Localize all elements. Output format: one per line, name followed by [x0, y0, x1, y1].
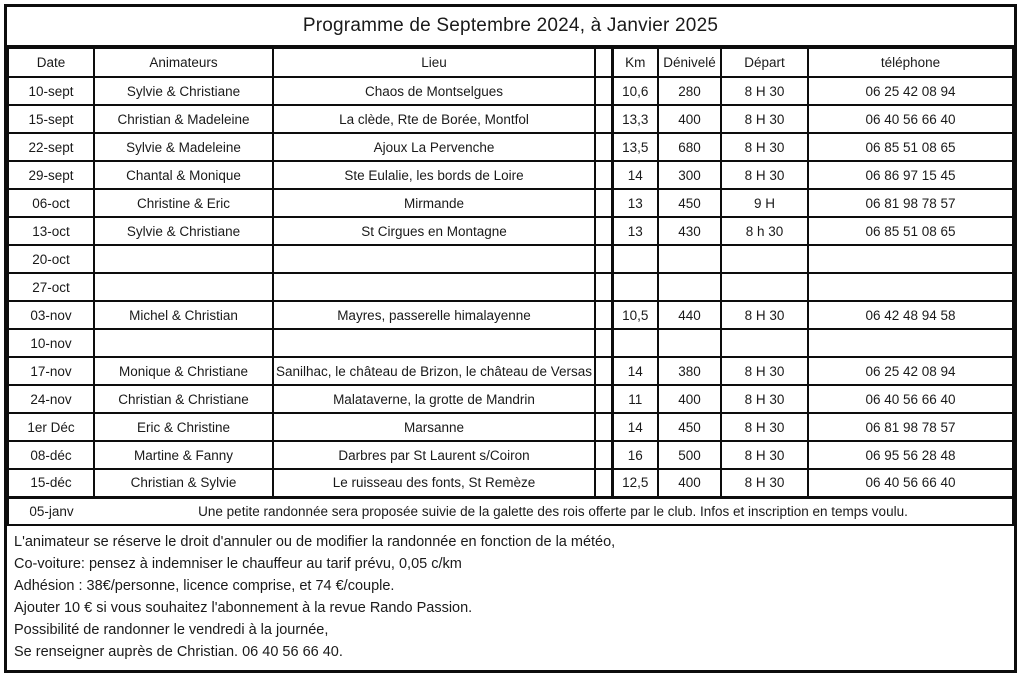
cell-km — [612, 245, 658, 273]
cell-lieu: Ste Eulalie, les bords de Loire — [273, 161, 595, 189]
cell-date: 20-oct — [8, 245, 94, 273]
cell-denivele: 400 — [658, 469, 721, 497]
table-row-galette — [8, 497, 1013, 525]
cell-animateurs — [94, 273, 273, 301]
cell-telephone: 06 95 56 28 48 — [808, 441, 1013, 469]
spacer-cell — [595, 245, 612, 273]
cell-lieu: Mayres, passerelle himalayenne — [273, 301, 595, 329]
spacer-cell — [595, 77, 612, 105]
cell-depart: 8 H 30 — [721, 77, 808, 105]
cell-km: 10,5 — [612, 301, 658, 329]
cell-telephone: 06 40 56 66 40 — [808, 469, 1013, 497]
cell-animateurs — [94, 329, 273, 357]
cell-denivele — [658, 245, 721, 273]
cell-date: 05-janv — [8, 497, 94, 525]
header-cell: Lieu — [273, 48, 595, 77]
cell-depart: 8 H 30 — [721, 441, 808, 469]
cell-date: 08-déc — [8, 441, 94, 469]
cell-km: 13 — [612, 217, 658, 245]
program-table — [7, 47, 1014, 526]
spacer-cell — [595, 273, 612, 301]
spacer-cell — [595, 357, 612, 385]
cell-denivele: 450 — [658, 413, 721, 441]
cell-telephone: 06 86 97 15 45 — [808, 161, 1013, 189]
cell-km: 12,5 — [612, 469, 658, 497]
note-line: Co-voiture: pensez à indemniser le chauffeur au tarif prévu, 0,05 c/km — [14, 556, 462, 572]
cell-date: 06-oct — [8, 189, 94, 217]
cell-km: 13 — [612, 189, 658, 217]
cell-date: 10-sept — [8, 77, 94, 105]
cell-date: 13-oct — [8, 217, 94, 245]
cell-date: 29-sept — [8, 161, 94, 189]
cell-lieu — [273, 245, 595, 273]
cell-depart: 8 H 30 — [721, 133, 808, 161]
cell-lieu: La clède, Rte de Borée, Montfol — [273, 105, 595, 133]
table-row — [8, 161, 1013, 189]
cell-animateurs: Sylvie & Christiane — [94, 77, 273, 105]
cell-animateurs: Christian & Sylvie — [94, 469, 273, 497]
cell-depart: 8 H 30 — [721, 385, 808, 413]
cell-km: 13,3 — [612, 105, 658, 133]
cell-telephone: 06 40 56 66 40 — [808, 385, 1013, 413]
cell-km: 11 — [612, 385, 658, 413]
note-line: Adhésion : 38€/personne, licence comprise, et 74 €/couple. — [14, 578, 395, 594]
cell-denivele: 400 — [658, 385, 721, 413]
cell-date: 27-oct — [8, 273, 94, 301]
spacer-cell — [595, 48, 612, 77]
cell-denivele: 400 — [658, 105, 721, 133]
note-line: Se renseigner auprès de Christian. 06 40 56 66 40. — [14, 644, 343, 660]
cell-denivele: 280 — [658, 77, 721, 105]
cell-denivele: 300 — [658, 161, 721, 189]
cell-date: 17-nov — [8, 357, 94, 385]
cell-lieu — [273, 329, 595, 357]
cell-km: 14 — [612, 413, 658, 441]
note-line: Ajouter 10 € si vous souhaitez l'abonnement à la revue Rando Passion. — [14, 600, 473, 616]
table-row — [8, 413, 1013, 441]
note-line: Possibilité de randonner le vendredi à la journée, — [14, 622, 329, 638]
cell-lieu — [273, 273, 595, 301]
cell-animateurs: Christian & Christiane — [94, 385, 273, 413]
spacer-cell — [595, 441, 612, 469]
spacer-cell — [595, 329, 612, 357]
cell-date: 1er Déc — [8, 413, 94, 441]
cell-animateurs: Michel & Christian — [94, 301, 273, 329]
header-cell: Départ — [721, 48, 808, 77]
cell-lieu: Malataverne, la grotte de Mandrin — [273, 385, 595, 413]
cell-km: 14 — [612, 357, 658, 385]
spacer-cell — [595, 301, 612, 329]
table-row — [8, 301, 1013, 329]
cell-depart: 8 h 30 — [721, 217, 808, 245]
cell-lieu: St Cirgues en Montagne — [273, 217, 595, 245]
header-cell: téléphone — [808, 48, 1013, 77]
spacer-cell — [595, 385, 612, 413]
table-row — [8, 469, 1013, 497]
cell-animateurs: Martine & Fanny — [94, 441, 273, 469]
document-sheet — [4, 4, 1017, 673]
cell-animateurs: Sylvie & Madeleine — [94, 133, 273, 161]
header-cell: Date — [8, 48, 94, 77]
cell-telephone: 06 81 98 78 57 — [808, 413, 1013, 441]
cell-depart — [721, 245, 808, 273]
cell-date: 15-déc — [8, 469, 94, 497]
cell-animateurs — [94, 245, 273, 273]
cell-depart: 8 H 30 — [721, 469, 808, 497]
cell-lieu: Sanilhac, le château de Brizon, le château de Versas — [273, 357, 595, 385]
cell-telephone — [808, 273, 1013, 301]
spacer-cell — [595, 217, 612, 245]
table-row — [8, 357, 1013, 385]
cell-km: 13,5 — [612, 133, 658, 161]
cell-animateurs: Christine & Eric — [94, 189, 273, 217]
spacer-cell — [595, 413, 612, 441]
cell-date: 15-sept — [8, 105, 94, 133]
cell-km: 16 — [612, 441, 658, 469]
spacer-cell — [595, 189, 612, 217]
cell-animateurs: Eric & Christine — [94, 413, 273, 441]
cell-denivele: 440 — [658, 301, 721, 329]
table-row — [8, 273, 1013, 301]
cell-km — [612, 273, 658, 301]
spacer-cell — [595, 161, 612, 189]
cell-telephone: 06 25 42 08 94 — [808, 77, 1013, 105]
cell-depart: 8 H 30 — [721, 413, 808, 441]
cell-telephone — [808, 329, 1013, 357]
cell-denivele: 680 — [658, 133, 721, 161]
spacer-cell — [595, 469, 612, 497]
cell-lieu: Ajoux La Pervenche — [273, 133, 595, 161]
header-row — [8, 48, 1013, 77]
note-line: L'animateur se réserve le droit d'annuler ou de modifier la randonnée en fonction de la météo, — [14, 534, 616, 550]
table-row — [8, 245, 1013, 273]
cell-animateurs: Chantal & Monique — [94, 161, 273, 189]
cell-date: 03-nov — [8, 301, 94, 329]
cell-lieu: Darbres par St Laurent s/Coiron — [273, 441, 595, 469]
cell-depart: 8 H 30 — [721, 357, 808, 385]
table-row — [8, 329, 1013, 357]
cell-depart: 8 H 30 — [721, 161, 808, 189]
cell-telephone: 06 85 51 08 65 — [808, 217, 1013, 245]
cell-denivele: 450 — [658, 189, 721, 217]
header-cell: Animateurs — [94, 48, 273, 77]
cell-telephone — [808, 245, 1013, 273]
cell-km: 14 — [612, 161, 658, 189]
cell-lieu: Chaos de Montselgues — [273, 77, 595, 105]
cell-telephone: 06 40 56 66 40 — [808, 105, 1013, 133]
cell-announcement: Une petite randonnée sera proposée suivie de la galette des rois offerte par le club. Infos et inscription en temps voulu. — [94, 497, 1013, 525]
cell-denivele — [658, 329, 721, 357]
cell-date: 24-nov — [8, 385, 94, 413]
cell-lieu: Marsanne — [273, 413, 595, 441]
cell-denivele — [658, 273, 721, 301]
cell-animateurs: Monique & Christiane — [94, 357, 273, 385]
cell-denivele: 380 — [658, 357, 721, 385]
cell-telephone: 06 85 51 08 65 — [808, 133, 1013, 161]
cell-date: 22-sept — [8, 133, 94, 161]
cell-km — [612, 329, 658, 357]
table-row — [8, 385, 1013, 413]
table-row — [8, 77, 1013, 105]
cell-depart: 8 H 30 — [721, 105, 808, 133]
cell-depart: 9 H — [721, 189, 808, 217]
table-body — [8, 77, 1013, 497]
cell-telephone: 06 81 98 78 57 — [808, 189, 1013, 217]
spacer-cell — [595, 105, 612, 133]
spacer-cell — [595, 133, 612, 161]
cell-animateurs: Christian & Madeleine — [94, 105, 273, 133]
table-row — [8, 189, 1013, 217]
header-cell: Km — [612, 48, 658, 77]
cell-telephone: 06 42 48 94 58 — [808, 301, 1013, 329]
cell-depart — [721, 329, 808, 357]
footer-notes — [7, 526, 1014, 668]
cell-depart — [721, 273, 808, 301]
table-row — [8, 105, 1013, 133]
header-cell: Dénivelé — [658, 48, 721, 77]
cell-km: 10,6 — [612, 77, 658, 105]
cell-telephone: 06 25 42 08 94 — [808, 357, 1013, 385]
cell-lieu: Le ruisseau des fonts, St Remèze — [273, 469, 595, 497]
cell-animateurs: Sylvie & Christiane — [94, 217, 273, 245]
table-row — [8, 441, 1013, 469]
cell-depart: 8 H 30 — [721, 301, 808, 329]
cell-denivele: 430 — [658, 217, 721, 245]
table-header — [8, 48, 1013, 77]
page-title: Programme de Septembre 2024, à Janvier 2025 — [7, 7, 1014, 47]
cell-denivele: 500 — [658, 441, 721, 469]
table-row — [8, 217, 1013, 245]
table-row — [8, 133, 1013, 161]
cell-lieu: Mirmande — [273, 189, 595, 217]
cell-date: 10-nov — [8, 329, 94, 357]
